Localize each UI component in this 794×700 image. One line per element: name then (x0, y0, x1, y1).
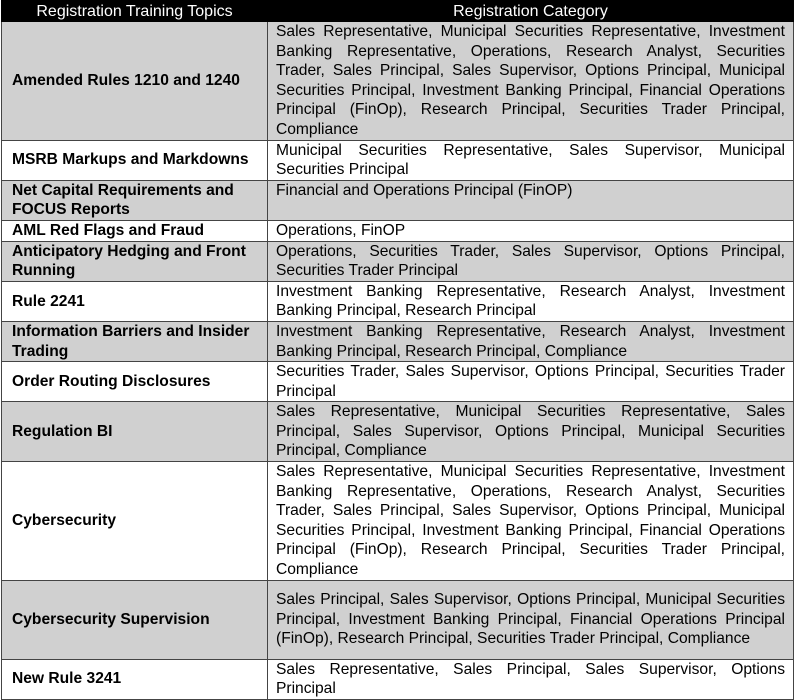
row-category: Investment Banking Representative, Research Analyst, Investment Banking Principal, Research Principal, Compliance (268, 321, 794, 361)
row-topic: AML Red Flags and Fraud (2, 220, 268, 241)
header-topics: Registration Training Topics (2, 1, 268, 22)
row-topic: Net Capital Requirements and FOCUS Reports (2, 180, 268, 220)
row-category: Sales Representative, Municipal Securities Representative, Investment Banking Representative, Operations, Research Analyst, Securities Trader, Sales Principal, Sales Supervisor, Options Principal, Municipal Securities Principal, Investment Banking Principal, Financial Operations Principal (FinOp), Research Principal, Securities Trader Principal, Compliance (268, 462, 794, 581)
table-row (2, 220, 794, 241)
table-row (2, 402, 794, 462)
row-topic: MSRB Markups and Markdowns (2, 140, 268, 180)
table-row (2, 22, 794, 141)
row-category: Financial and Operations Principal (FinOP) (268, 180, 794, 220)
row-topic: Cybersecurity (2, 462, 268, 581)
row-topic: Information Barriers and Insider Trading (2, 321, 268, 361)
row-category: Operations, Securities Trader, Sales Supervisor, Options Principal, Securities Trader Principal (268, 241, 794, 281)
header-category: Registration Category (268, 1, 794, 22)
table-row (2, 140, 794, 180)
header-row (2, 1, 794, 22)
table-row (2, 281, 794, 321)
row-category: Securities Trader, Sales Supervisor, Options Principal, Securities Trader Principal (268, 362, 794, 402)
row-topic: Anticipatory Hedging and Front Running (2, 241, 268, 281)
training-topics-table (1, 0, 794, 700)
row-category: Investment Banking Representative, Research Analyst, Investment Banking Principal, Research Principal (268, 281, 794, 321)
row-category: Municipal Securities Representative, Sales Supervisor, Municipal Securities Principal (268, 140, 794, 180)
row-topic: Cybersecurity Supervision (2, 580, 268, 659)
row-topic: Rule 2241 (2, 281, 268, 321)
table-row (2, 462, 794, 581)
row-topic: New Rule 3241 (2, 659, 268, 699)
row-category: Sales Representative, Municipal Securities Representative, Sales Principal, Sales Supervisor, Options Principal, Municipal Securities Principal, Compliance (268, 402, 794, 462)
row-category: Sales Principal, Sales Supervisor, Options Principal, Municipal Securities Principal, Investment Banking Principal, Financial Operations Principal (FinOp), Research Principal, Securities Trader Principal, Compliance (268, 580, 794, 659)
row-category: Operations, FinOP (268, 220, 794, 241)
table-row (2, 580, 794, 659)
row-topic: Regulation BI (2, 402, 268, 462)
table-row (2, 321, 794, 361)
row-category: Sales Representative, Sales Principal, Sales Supervisor, Options Principal (268, 659, 794, 699)
table-row (2, 241, 794, 281)
row-topic: Order Routing Disclosures (2, 362, 268, 402)
table-row (2, 180, 794, 220)
table-row (2, 659, 794, 699)
table-row (2, 362, 794, 402)
row-category: Sales Representative, Municipal Securities Representative, Investment Banking Representative, Operations, Research Analyst, Securities Trader, Sales Principal, Sales Supervisor, Options Principal, Municipal Securities Principal, Investment Banking Principal, Financial Operations Principal (FinOp), Research Principal, Securities Trader Principal, Compliance (268, 22, 794, 141)
row-topic: Amended Rules 1210 and 1240 (2, 22, 268, 141)
